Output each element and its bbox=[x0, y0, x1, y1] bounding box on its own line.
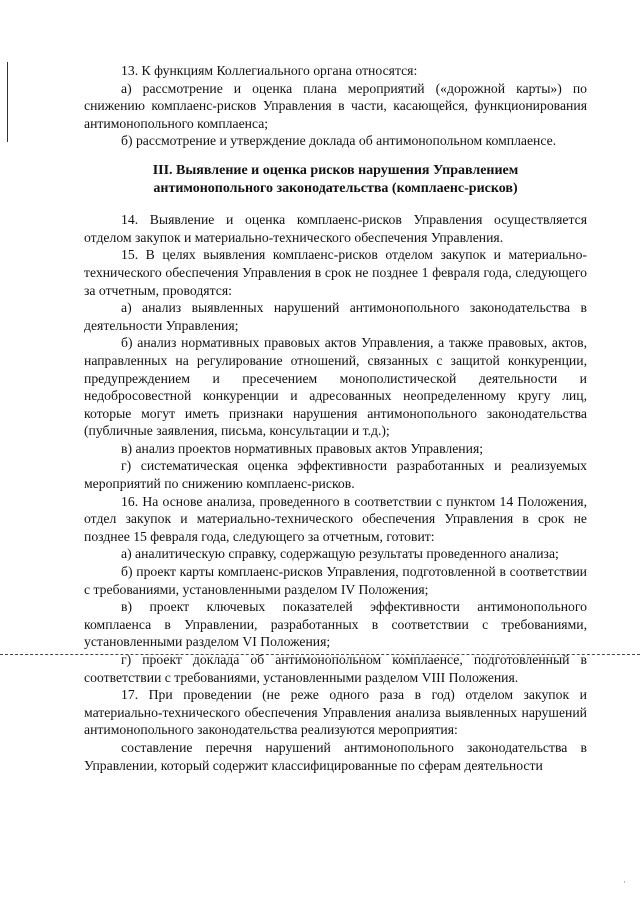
paragraph-16: 16. На основе анализа, проведенного в соответствии с пунктом 14 Положения, отдел закупок и материально-технического обеспечения Управления в срок не позднее 15 февраля года, следующего за отчетным, готовит: bbox=[84, 493, 587, 544]
paragraph-16g: г) проект доклада об антимонопольном комплаенсе, подготовленный в соответствии с требованиями, установленными разделом VIII Положения. bbox=[84, 652, 587, 685]
paragraph-17: 17. При проведении (не реже одного раза в год) отделом закупок и материально-технического обеспечения Управления анализа выявленных нарушений антимонопольного законодательства реализуются мероприятия: bbox=[84, 687, 587, 738]
paragraph-16a: а) аналитическую справку, содержащую результаты проведенного анализа; bbox=[121, 546, 559, 562]
paragraph-15: 15. В целях выявления комплаенс-рисков отделом закупок и материально-технического обеспечения Управления в срок не позднее 1 февраля года, следующего за отчетным, проводятся: bbox=[84, 247, 587, 298]
section-heading bbox=[84, 162, 587, 197]
corner-mark: · bbox=[623, 877, 626, 887]
document-page bbox=[84, 62, 587, 774]
paragraph-13: 13. К функциям Коллегиального органа относятся: bbox=[121, 63, 418, 78]
scan-fold-line bbox=[0, 654, 640, 655]
paragraph-13a: а) рассмотрение и оценка плана мероприятий («дорожной карты») по снижению комплаенс-рисков Управления в части, касающейся, функционирования антимонопольного комплаенса; bbox=[84, 80, 587, 131]
margin-rule bbox=[7, 62, 8, 142]
paragraph-15g: г) систематическая оценка эффективности разработанных и реализуемых мероприятий по снижению комплаенс-рисков. bbox=[84, 458, 587, 492]
paragraph-16b: б) проект карты комплаенс-рисков Управления, подготовленной в соответствии с требованиями, установленными разделом IV Положения; bbox=[84, 564, 587, 597]
paragraph-15a: а) анализ выявленных нарушений антимонопольного законодательства в деятельности Управления; bbox=[84, 300, 587, 333]
paragraph-15v: в) анализ проектов нормативных правовых актов Управления; bbox=[121, 440, 484, 456]
paragraph-17a: составление перечня нарушений антимонопольного законодательства в Управлении, который содержит классифицированные по сферам деятельности bbox=[84, 739, 587, 773]
paragraph-14: 14. Выявление и оценка комплаенс-рисков Управления осуществляется отделом закупок и материально-технического обеспечения Управления. bbox=[84, 212, 587, 245]
paragraph-16v: в) проект ключевых показателей эффективности антимонопольного комплаенса в Управлении, разработанных в соответствии с требованиями, установленными разделом VI Положения; bbox=[84, 599, 587, 650]
section-heading-line-2: антимонопольного законодательства (комплаенс-рисков) bbox=[153, 180, 518, 196]
section-heading-line-1: III. Выявление и оценка рисков нарушения Управлением bbox=[152, 162, 519, 178]
paragraph-13b: б) рассмотрение и утверждение доклада об антимонопольном комплаенсе. bbox=[121, 133, 557, 149]
paragraph-15b: б) анализ нормативных правовых актов Управления, а также правовых, актов, направленных на регулирование отношений, связанных с защитой конкуренции, предупреждением и пресечением монополистической деятельности и недобросовестной конкуренции и адресованных неопределенному кругу лиц, которые могут иметь признаки нарушения антимонопольного законодательства (публичные заявления, письма, консультации и т.д.); bbox=[84, 335, 587, 439]
